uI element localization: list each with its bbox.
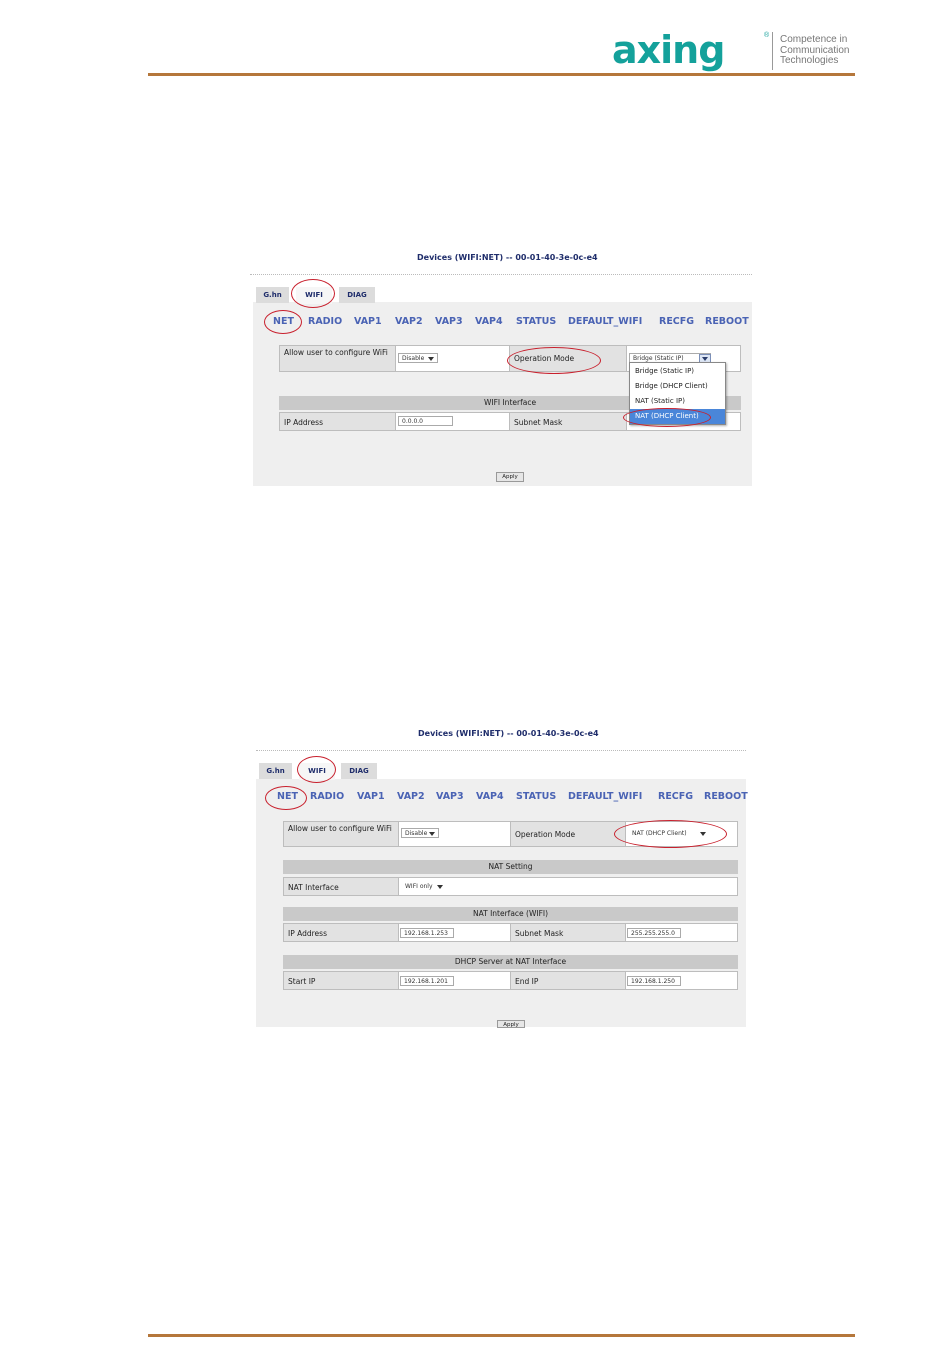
tab-wifi[interactable]: WIFI [296, 287, 332, 304]
ip-address-input[interactable]: 192.168.1.253 [400, 928, 454, 938]
tab-ghn[interactable]: G.hn [259, 763, 292, 779]
nat-interface-select[interactable] [401, 881, 447, 891]
logo-separator [772, 32, 773, 70]
subnet-mask-input[interactable]: 255.255.255.0 [627, 928, 681, 938]
sub-navigation [0, 316, 950, 328]
allow-config-label: Allow user to configure WiFi [279, 345, 396, 372]
tab-diag[interactable]: DIAG [341, 763, 377, 779]
subnav-reboot[interactable]: REBOOT [704, 791, 748, 802]
option-bridge-dhcp[interactable]: Bridge (DHCP Client) [635, 382, 708, 390]
subnav-vap4[interactable]: VAP4 [476, 791, 504, 802]
highlight-operation-mode [614, 820, 727, 848]
logo-wordmark: axing [612, 28, 725, 72]
start-ip-label: Start IP [283, 971, 399, 990]
header-rule [148, 73, 855, 76]
allow-config-value: Disable [402, 355, 425, 362]
chevron-down-icon [437, 885, 443, 889]
allow-config-label: Allow user to configure WiFi [283, 821, 399, 847]
apply-button[interactable]: Apply [497, 1020, 525, 1028]
subnav-vap2[interactable]: VAP2 [397, 791, 425, 802]
subnav-status[interactable]: STATUS [516, 791, 557, 802]
ip-address-label: IP Address [279, 412, 396, 431]
allow-config-select[interactable] [401, 828, 439, 838]
option-nat-dhcp[interactable]: NAT (DHCP Client) [630, 409, 725, 424]
chevron-down-icon [428, 357, 434, 361]
option-nat-static[interactable]: NAT (Static IP) [635, 397, 685, 405]
footer-rule [148, 1334, 855, 1337]
tab-wifi[interactable]: WIFI [299, 763, 335, 780]
subnet-mask-label: Subnet Mask [509, 412, 627, 431]
title-divider [250, 274, 752, 275]
subnav-vap3[interactable]: VAP3 [436, 791, 464, 802]
subnav-vap1[interactable]: VAP1 [357, 791, 385, 802]
tab-diag[interactable]: DIAG [339, 287, 375, 303]
subnav-radio[interactable]: RADIO [310, 791, 345, 802]
subnav-reboot[interactable]: REBOOT [705, 316, 749, 327]
subnav-default-wifi[interactable]: DEFAULT_WIFI [568, 316, 643, 327]
start-ip-input[interactable]: 192.168.1.201 [400, 976, 454, 986]
subnav-vap2[interactable]: VAP2 [395, 316, 423, 327]
highlight-wifi-tab [297, 756, 336, 783]
subnav-radio[interactable]: RADIO [308, 316, 343, 327]
chevron-down-icon [702, 357, 708, 361]
highlight-operation-mode [507, 347, 601, 374]
end-ip-input[interactable]: 192.168.1.250 [627, 976, 681, 986]
operation-mode-label: Operation Mode [510, 821, 626, 847]
ip-address-label: IP Address [283, 923, 399, 942]
title-divider [256, 750, 746, 751]
highlight-net [265, 786, 307, 810]
wifi-interface-header: WIFI Interface [279, 396, 741, 410]
operation-mode-label: Operation Mode [509, 345, 627, 372]
tab-ghn[interactable]: G.hn [256, 287, 289, 303]
operation-mode-value: NAT (DHCP Client) [632, 830, 687, 837]
nat-interface-value: WIFI only [405, 883, 433, 890]
dhcp-server-header: DHCP Server at NAT Interface [283, 955, 738, 969]
nat-setting-header: NAT Setting [283, 860, 738, 874]
highlight-nat-dhcp [623, 408, 711, 427]
option-bridge-static[interactable]: Bridge (Static IP) [635, 367, 695, 375]
highlight-net [264, 310, 302, 334]
operation-mode-value: Bridge (Static IP) [633, 355, 684, 362]
subnav-net[interactable]: NET [273, 316, 294, 327]
page-title: Devices (WIFI:NET) -- 00-01-40-3e-0c-e4 [418, 729, 599, 738]
subnav-default-wifi[interactable]: DEFAULT_WIFI [568, 791, 643, 802]
nat-interface-label: NAT Interface [283, 877, 399, 896]
sub-navigation [0, 791, 950, 803]
subnet-mask-label: Subnet Mask [510, 923, 626, 942]
nat-interface-cell [398, 877, 738, 896]
allow-config-select[interactable] [398, 353, 438, 363]
chevron-down-icon [429, 832, 435, 836]
nat-interface-wifi-header: NAT Interface (WIFI) [283, 907, 738, 921]
end-ip-label: End IP [510, 971, 626, 990]
page-title: Devices (WIFI:NET) -- 00-01-40-3e-0c-e4 [417, 253, 598, 262]
subnav-net[interactable]: NET [277, 791, 298, 802]
highlight-wifi-tab [291, 279, 335, 308]
subnav-vap4[interactable]: VAP4 [475, 316, 503, 327]
subnav-recfg[interactable]: RECFG [659, 316, 695, 327]
subnav-recfg[interactable]: RECFG [658, 791, 694, 802]
subnav-vap3[interactable]: VAP3 [435, 316, 463, 327]
apply-button[interactable]: Apply [496, 472, 524, 482]
logo-tagline: Competence in Communication Technologies [780, 34, 850, 66]
subnav-vap1[interactable]: VAP1 [354, 316, 382, 327]
logo-registered-mark: ® [764, 32, 770, 39]
allow-config-value: Disable [405, 830, 428, 837]
ip-address-input[interactable]: 0.0.0.0 [398, 416, 453, 426]
subnav-status[interactable]: STATUS [516, 316, 557, 327]
